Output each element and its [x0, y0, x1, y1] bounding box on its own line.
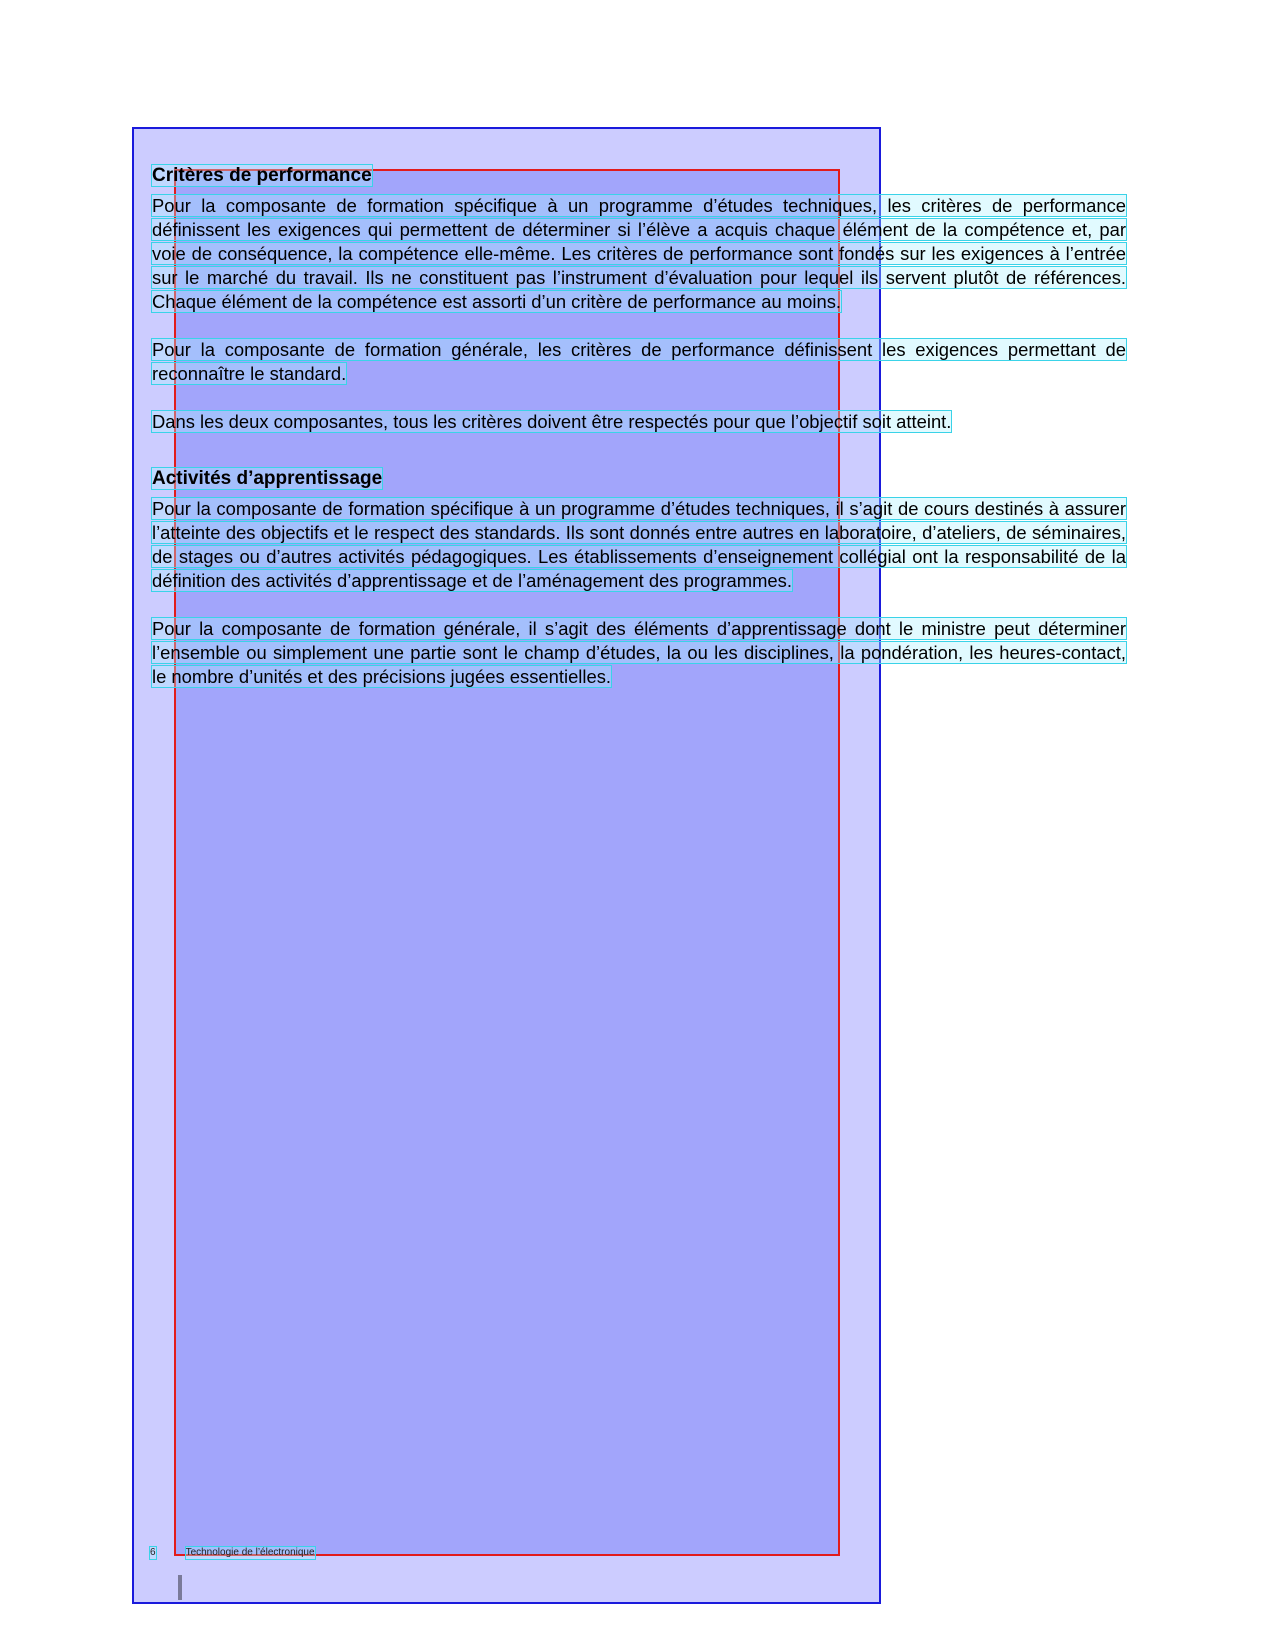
- paragraph: Pour la composante de formation générale, les critères de performance définissent les exigences permettant de reconnaître le standard.: [152, 339, 1126, 384]
- page-footer: [150, 1547, 315, 1559]
- running-title: Technologie de l’électronique: [185, 1547, 315, 1558]
- section-title-criteres: Critères de performance: [152, 165, 372, 186]
- document-content: [152, 163, 1126, 713]
- section-title-activites: Activités d’apprentissage: [152, 468, 383, 489]
- footer-marker: [178, 1575, 182, 1600]
- paragraph: Pour la composante de formation spécifique à un programme d’études techniques, les critères de performance définissent les exigences qui permettent de déterminer si l’élève a acquis chaque élément de la compétence et, par voie de conséquence, la compétence elle-même. Les critères de performance sont fondés sur les exigences à l’entrée sur le marché du travail. Ils ne constituent pas l’instrument d’évaluation pour lequel ils servent plutôt de références. Chaque élément de la compétence est assorti d’un critère de performance au moins.: [152, 195, 1126, 312]
- paragraph: Dans les deux composantes, tous les critères doivent être respectés pour que l’objectif soit atteint.: [152, 411, 952, 432]
- page-number: 6: [150, 1547, 156, 1558]
- paragraph: Pour la composante de formation spécifique à un programme d’études techniques, il s’agit de cours destinés à assurer l’atteinte des objectifs et le respect des standards. Ils sont donnés entre autres en laboratoire, d’ateliers, de séminaires, de stages ou d’autres activités pédagogiques. Les établissements d’enseignement collégial ont la responsabilité de la définition des activités d’apprentissage et de l’aménagement des programmes.: [152, 498, 1126, 591]
- paragraph: Pour la composante de formation générale, il s’agit des éléments d’apprentissage dont le ministre peut déterminer l’ensemble ou simplement une partie sont le champ d’études, la ou les disciplines, la pondération, les heures-contact, le nombre d’unités et des précisions jugées essentielles.: [152, 618, 1126, 687]
